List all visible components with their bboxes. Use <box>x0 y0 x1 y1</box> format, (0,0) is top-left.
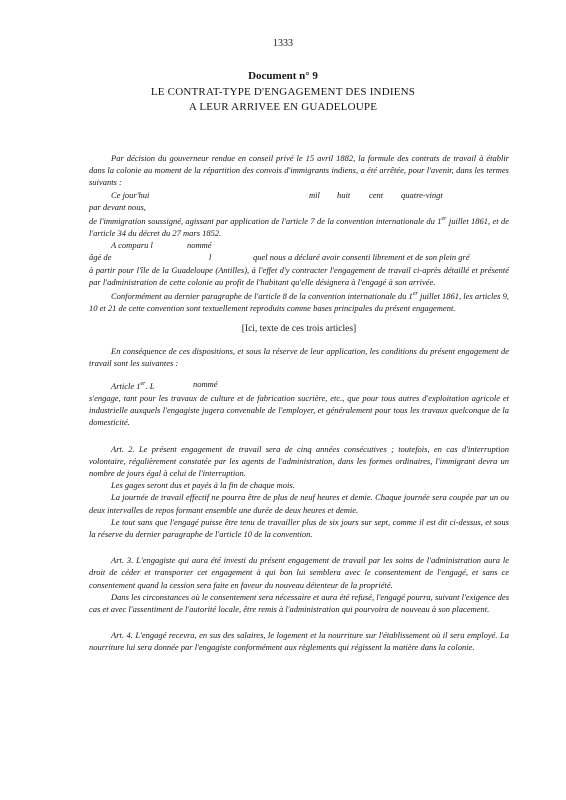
bracket-note: [Ici, texte de ces trois articles] <box>241 324 357 335</box>
article1-label-sup: er <box>140 380 146 387</box>
form-immigration-text: de l'immigration soussigné, agissant par application de l'article 7 de la convention internationale du 1 <box>89 215 442 226</box>
title-line-1: LE CONTRAT-TYPE D'ENGAGEMENT DES INDIENS <box>150 86 416 98</box>
article3-paragraph-1: Art. 3. L'engagiste qui aura été investi du présent engagement de travail par les soins de l'administration aura le droit de céder et transporter cet engagement à qui bon lui semblera avec le consentement de l'engagé, et sans ce consentement quand la cession sera faite en faveur du nouveau détenteur de la propriété. <box>89 555 509 590</box>
article2-paragraph-1: Art. 2. Le présent engagement de travail sera de cinq années consécutives ; toutefois, en cas d'interruption volontaire, régulièrement constatée par les agents de l'administration, dans les formes ordinaires, l'immigrant devra un nombre de jours égal à celui de l'interruption. <box>89 443 509 478</box>
article2-paragraph-2: Les gages seront dus et payés à la fin de chaque mois. <box>111 480 295 491</box>
document-label: Document n° 9 <box>248 70 318 82</box>
form-age-line <box>89 251 509 263</box>
conformement-sup: er <box>412 291 418 298</box>
article1-label-group <box>111 378 193 392</box>
article4-paragraph-1: Art. 4. L'engagé recevra, en sus des salaires, le logement et la nourriture sur l'établissement où il sera employé. La nourriture lui sera donnée par l'engagiste conformément aux règlements qui régissent la matière dans la colonie. <box>89 630 509 653</box>
article1-label-end: . L <box>145 380 155 391</box>
form-immigration-end: juillet 1861, et de l'article 34 du décret du 27 mars 1852. <box>89 215 509 239</box>
form-par-devant: par devant nous, <box>89 201 146 212</box>
article1-nomme: nommé <box>193 378 218 389</box>
page-number: 1333 <box>273 38 293 49</box>
conformement-text: Conformément au dernier paragraphe de l'article 8 de la convention internationale du 1 <box>111 290 413 301</box>
form-mil: mil <box>309 189 320 200</box>
consequence-paragraph: En conséquence de ces dispositions, et sous la réserve de leur application, les conditions du présent engagement de travail sont les suivantes : <box>89 345 509 368</box>
form-age-text: quel nous a déclaré avoir consenti librement et de son plein gré <box>253 252 470 263</box>
form-comparu-line <box>89 239 509 251</box>
form-age-de: âgé de <box>89 252 112 263</box>
title-line-2: A LEUR ARRIVEE EN GUADELOUPE <box>188 101 378 113</box>
form-nomme: nommé <box>187 240 212 251</box>
article2-paragraph-4: Le tout sans que l'engagé puisse être tenu de travailler plus de six jours sur sept, comme il est dit ci-dessus, et sous la réserve du dernier paragraphe de l'article 10 de la convention. <box>89 516 509 539</box>
conformement-end: juillet 1861, les articles 9, 10 et 21 de cette convention sont textuellement reproduits comme bases principales du présent engagement. <box>89 290 509 314</box>
form-ile: à partir pour l'île de la Guadeloupe (Antilles), à l'effet d'y contracter l'engagement de travail ci-après détaillé et présenté par l'administration de cette colonie au profit de l'habitant qu'elle désignera à l'engagé à son arrivée. <box>89 264 509 287</box>
form-cent: cent <box>369 189 384 200</box>
article2-paragraph-3: La journée de travail effectif ne pourra être de plus de neuf heures et demie. Chaque journée sera coupée par un ou deux intervalles de repos formant ensemble une durée de deux heures et demie. <box>89 492 509 515</box>
article1-header <box>89 378 509 392</box>
form-huit: huit <box>337 189 351 200</box>
article1-label: Article 1 <box>111 380 141 391</box>
document-body <box>89 152 509 654</box>
form-a-comparu: A comparu l <box>111 240 153 251</box>
form-age-l: l <box>209 252 212 263</box>
form-immigration-sup: er <box>441 216 447 223</box>
article3-paragraph-2: Dans les circonstances où le consentement sera nécessaire et aura été refusé, l'engagé pourra, suivant l'exigence des cas et avec l'assentiment de l'autorité locale, être remis à l'administration qui pourvoira de nouveau à son placement. <box>89 591 509 614</box>
article1-text: s'engage, tant pour les travaux de culture et de fabrication sucrière, etc., que pour tous autres d'exploitation agricole et industrielle auxquels l'engagiste jugera convenable de l'employer, et généralement pour tous les travaux quelconque de la domesticité. <box>89 392 509 428</box>
form-immigration <box>89 213 509 239</box>
form-ce-jour: Ce jour'hui <box>111 189 150 200</box>
conformement-paragraph <box>89 288 509 314</box>
form-date-line <box>89 189 509 201</box>
intro-paragraph: Par décision du gouverneur rendue en conseil privé le 15 avril 1882, la formule des contrats de travail à établir dans la colonie au moment de la répartition des convois d'immigrants indiens, a été arrêtée, pour l'avenir, dans les termes suivants : <box>89 153 509 188</box>
form-quatre-vingt: quatre-vingt <box>401 189 443 200</box>
